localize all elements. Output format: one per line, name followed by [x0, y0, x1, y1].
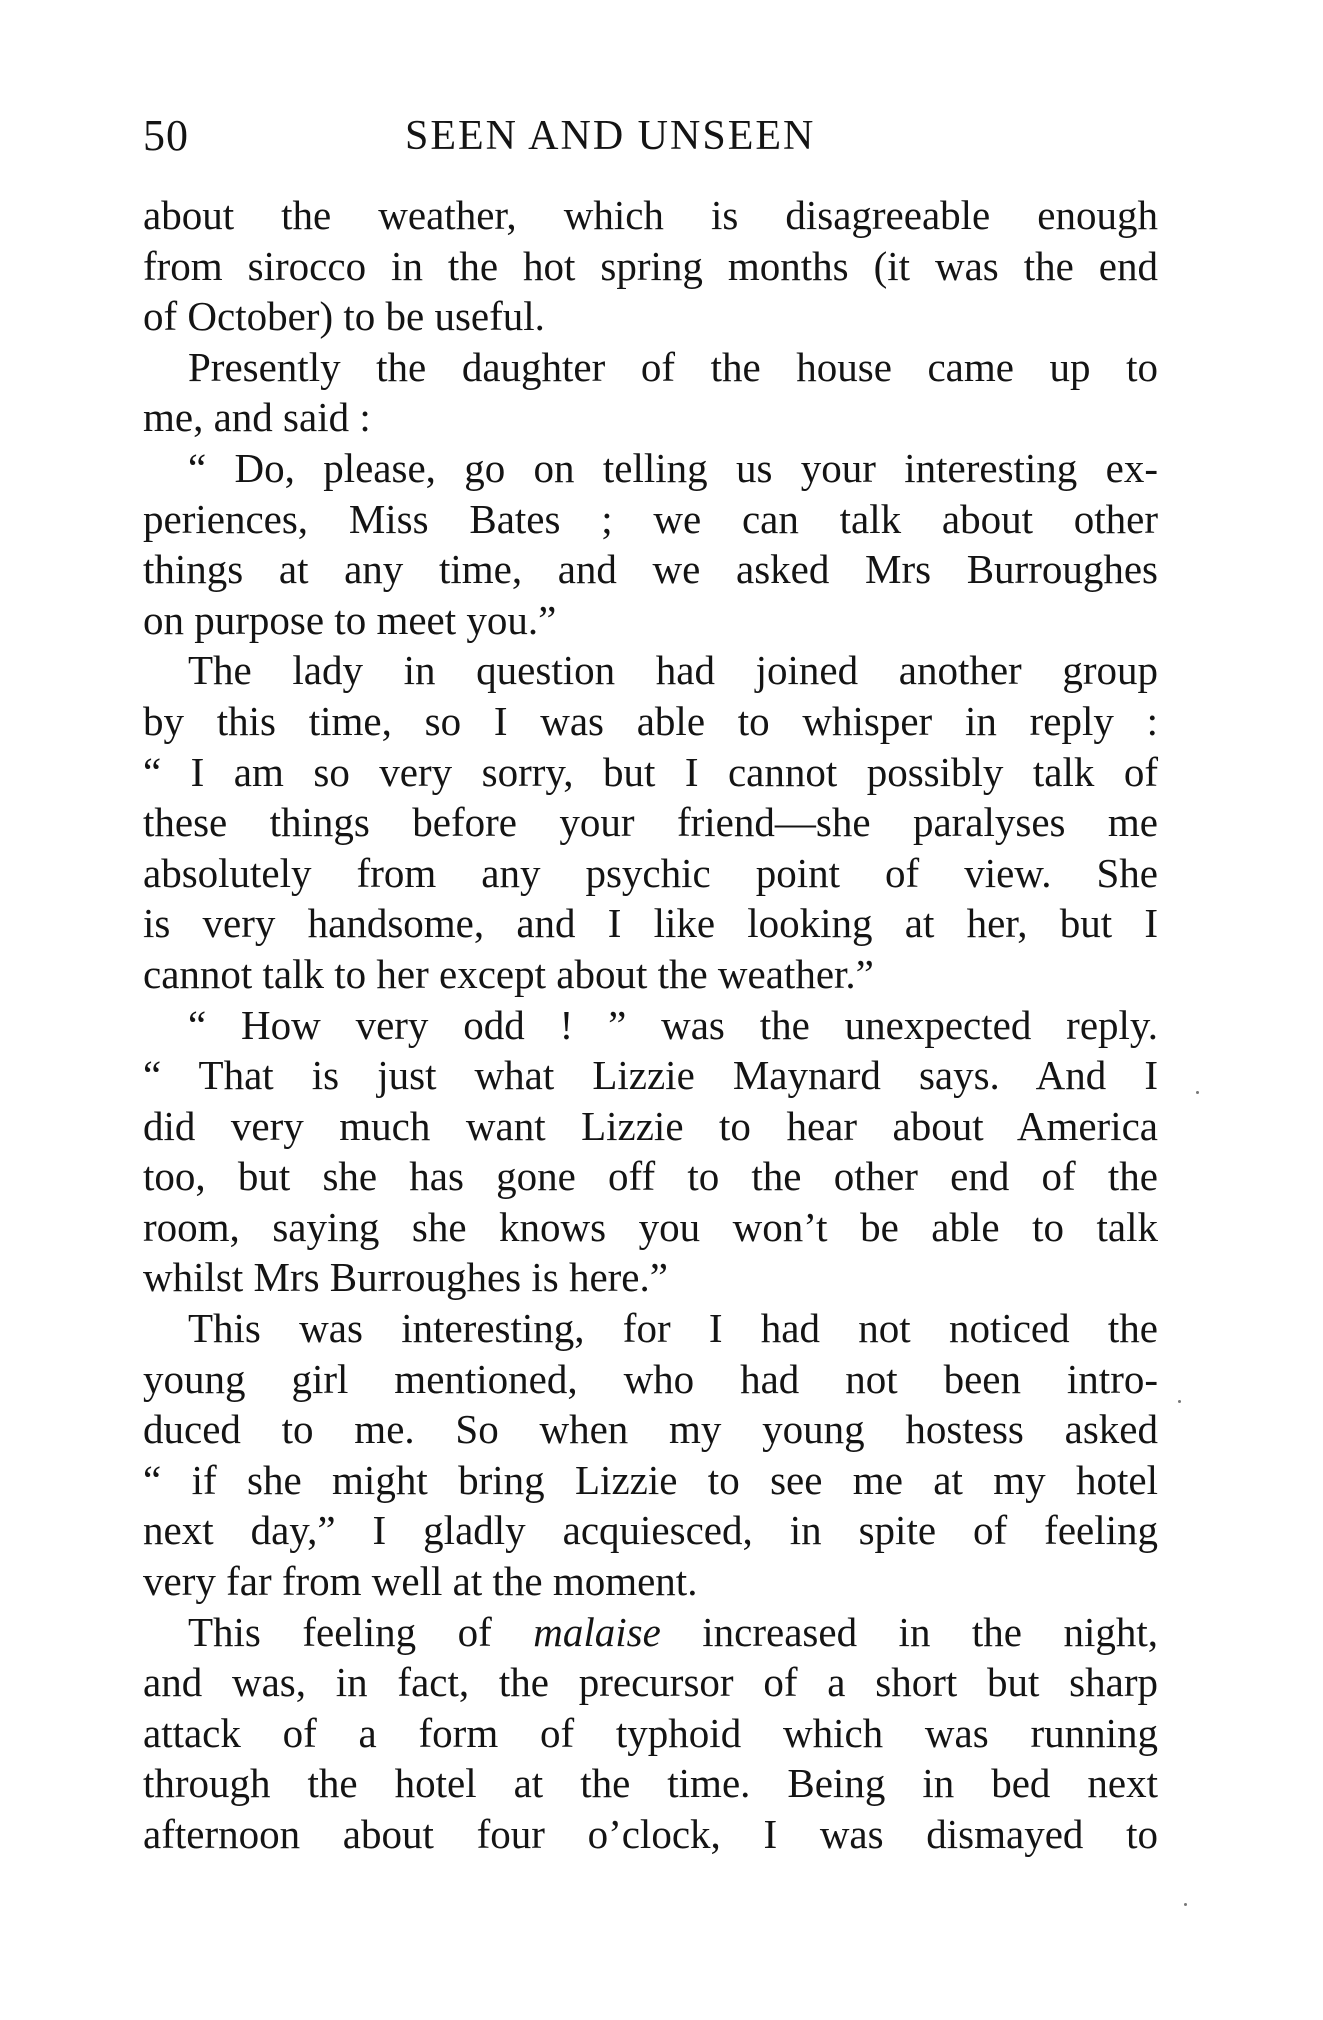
text-line: “ How very odd ! ” was the unexpected reply. [188, 1001, 1158, 1048]
text-segment: This feeling of [188, 1608, 534, 1655]
text-line: periences, Miss Bates ; we can talk about other [143, 495, 1158, 542]
text-line: of October) to be useful. [143, 293, 545, 340]
text-line: room, saying she knows you won’t be able to talk [143, 1203, 1158, 1250]
text-line: The lady in question had joined another group [188, 647, 1158, 694]
scan-speck [1178, 1400, 1181, 1403]
text-line-with-italic [143, 1607, 1158, 1658]
text-line: about the weather, which is disagreeable enough [143, 192, 1158, 238]
text-line: “ if she might bring Lizzie to see me at my hotel [143, 1456, 1158, 1503]
text-line: things at any time, and we asked Mrs Burroughes [143, 546, 1158, 593]
text-line: “ Do, please, go on telling us your interesting ex- [188, 444, 1158, 491]
text-line: cannot talk to her except about the weather.” [143, 950, 874, 997]
text-line: This was interesting, for I had not noticed the [188, 1305, 1158, 1352]
text-line: absolutely from any psychic point of view. She [143, 849, 1158, 896]
text-line: through the hotel at the time. Being in bed next [143, 1760, 1158, 1807]
scan-speck [1196, 1091, 1199, 1094]
text-line: from sirocco in the hot spring months (it was the end [143, 242, 1158, 289]
page-number: 50 [143, 111, 189, 160]
text-line: afternoon about four o’clock, I was dismayed to [143, 1811, 1158, 1857]
text-segment: increased in the night, [660, 1608, 1158, 1655]
book-title: SEEN AND UNSEEN [405, 113, 816, 159]
text-line: very far from well at the moment. [143, 1558, 698, 1605]
text-line: on purpose to meet you.” [143, 596, 557, 643]
running-head [143, 108, 1158, 164]
text-line: young girl mentioned, who had not been intro- [143, 1355, 1158, 1402]
text-line: by this time, so I was able to whisper in reply : [143, 697, 1158, 744]
text-line: “ That is just what Lizzie Maynard says. And I [143, 1052, 1158, 1099]
text-line: is very handsome, and I like looking at her, but I [143, 900, 1158, 947]
text-line: and was, in fact, the precursor of a short but sharp [143, 1659, 1158, 1706]
text-line: did very much want Lizzie to hear about America [143, 1102, 1158, 1149]
text-line: “ I am so very sorry, but I cannot possibly talk of [143, 748, 1158, 795]
body-text [143, 190, 1158, 1860]
italic-word: malaise [533, 1608, 661, 1655]
text-line: Presently the daughter of the house came up to [188, 343, 1158, 390]
text-line: me, and said : [143, 394, 371, 441]
text-line: these things before your friend—she paralyses me [143, 799, 1158, 846]
scan-speck [1184, 1903, 1187, 1906]
text-line: next day,” I gladly acquiesced, in spite of feeling [143, 1507, 1158, 1554]
text-line: attack of a form of typhoid which was running [143, 1709, 1158, 1756]
text-line: duced to me. So when my young hostess asked [143, 1406, 1158, 1453]
text-line: whilst Mrs Burroughes is here.” [143, 1254, 668, 1301]
text-line: too, but she has gone off to the other end of the [143, 1153, 1158, 1200]
